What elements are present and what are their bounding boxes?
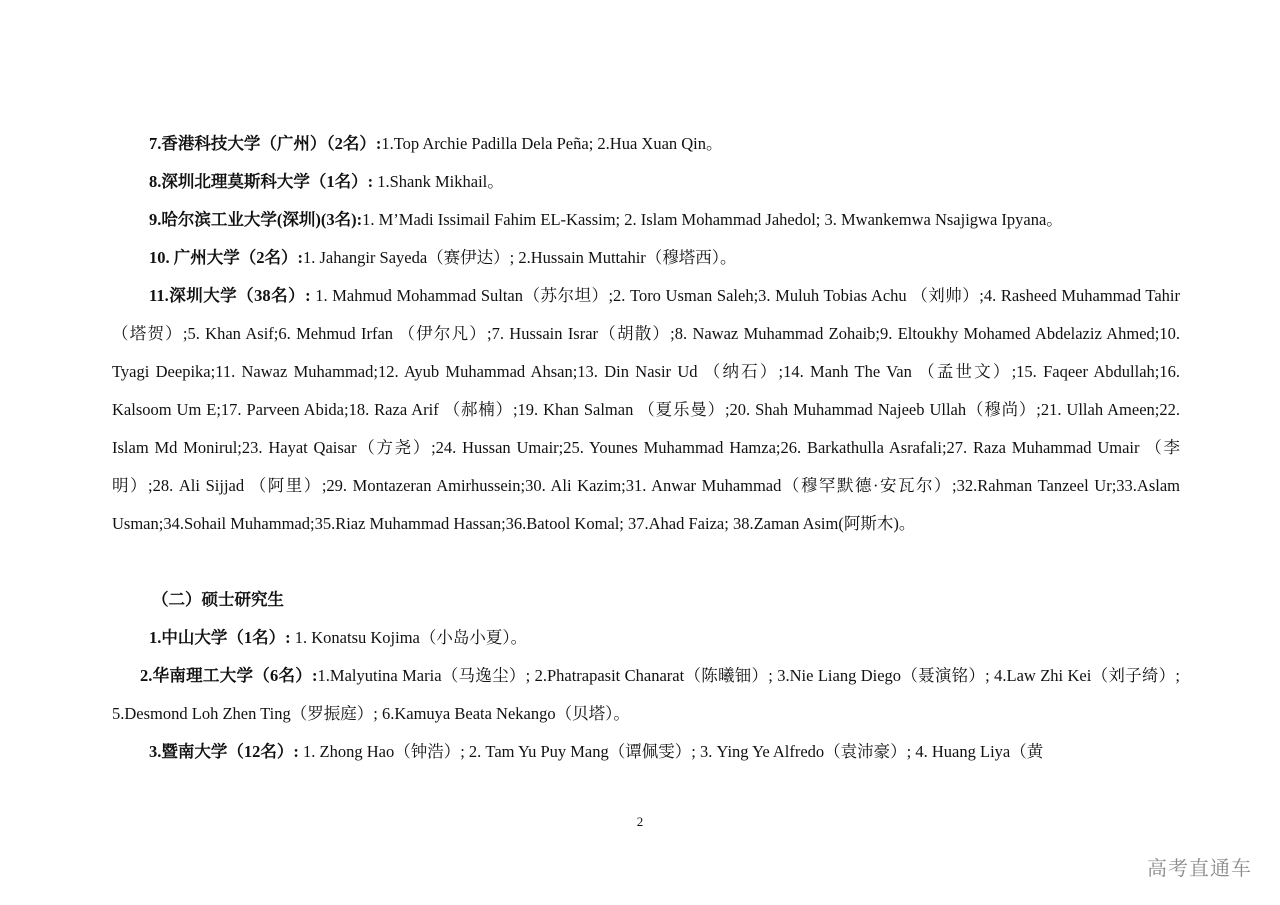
paragraph-hkust-gz: [112, 125, 1180, 163]
paragraph-heading: 1.中山大学（1名）:: [149, 628, 291, 647]
paragraph-body: 1.Shank Mikhail。: [373, 172, 504, 191]
paragraph-hit-sz: [112, 201, 1180, 239]
paragraph-scut: [112, 657, 1180, 733]
section-heading-masters: [112, 581, 1180, 619]
paragraph-body: 1.Top Archie Padilla Dela Peña; 2.Hua Xuan Qin。: [381, 134, 723, 153]
paragraph-sysu: [112, 619, 1180, 657]
paragraph-gzhu: [112, 239, 1180, 277]
paragraph-szu: [112, 277, 1180, 543]
paragraph-body: 1. Konatsu Kojima（小岛小夏）。: [290, 628, 528, 647]
watermark: 高考直通车: [1147, 856, 1252, 880]
paragraph-body: 1. Mahmud Mohammad Sultan（苏尔坦）;2. Toro Usman Saleh;3. Muluh Tobias Achu （刘帅）;4. Rasheed Muhammad Tahir （塔贺）;5. Khan Asif;6. Mehmud Irfan （伊尔凡）;7. Hussain Israr（胡散）;8. Nawaz Muhammad Zohaib;9. Eltoukhy Mohamed Abdelaziz Ahmed;10. Tyagi Deepika;11. Nawaz Muhammad;12. Ayub Muhammad Ahsan;13. Din Nasir Ud （纳石）;14. Manh The Van （孟世文）;15. Faqeer Abdullah;16. Kalsoom Um E;17. Parveen Abida;18. Raza Arif （郝楠）;19. Khan Salman （夏乐曼）;20. Shah Muhammad Najeeb Ullah（穆尚）;21. Ullah Ameen;22. Islam Md Monirul;23. Hayat Qaisar（方尧）;24. Hussan Umair;25. Younes Muhammad Hamza;26. Barkathulla Asrafali;27. Raza Muhammad Umair （李明）;28. Ali Sijjad （阿里）;29. Montazeran Amirhussein;30. Ali Kazim;31. Anwar Muhammad（穆罕默德·安瓦尔）;32.Rahman Tanzeel Ur;33.Aslam Usman;34.Sohail Muhammad;35.Riaz Muhammad Hassan;36.Batool Komal; 37.Ahad Faiza; 38.Zaman Asim(阿斯木)。: [112, 286, 1180, 533]
paragraph-heading: 11.深圳大学（38名）:: [149, 286, 311, 305]
page-number: 2: [636, 814, 644, 829]
paragraph-body: 1.Malyutina Maria（马逸尘）; 2.Phatrapasit Chanarat（陈曦钿）; 3.Nie Liang Diego（聂演铭）; 4.Law Zhi Kei（刘子绮）; 5.Desmond Loh Zhen Ting（罗振庭）; 6.Kamuya Beata Nekango（贝塔）。: [112, 666, 1180, 723]
paragraph-heading: 8.深圳北理莫斯科大学（1名）:: [149, 172, 374, 191]
paragraph-body: 1. M’Madi Issimail Fahim EL-Kassim; 2. Islam Mohammad Jahedol; 3. Mwankemwa Nsajigwa Ipyana。: [362, 210, 1063, 229]
paragraph-body: 1. Jahangir Sayeda（赛伊达）; 2.Hussain Muttahir（穆塔西）。: [303, 248, 737, 267]
paragraph-heading: 9.哈尔滨工业大学(深圳)(3名):: [149, 210, 363, 229]
paragraph-heading: 7.香港科技大学（广州）（2名）:: [149, 134, 382, 153]
paragraph-smbu: [112, 163, 1180, 201]
paragraph-heading: 2.华南理工大学（6名）:: [140, 666, 318, 685]
paragraph-body: 1. Zhong Hao（钟浩）; 2. Tam Yu Puy Mang（谭佩雯）; 3. Ying Ye Alfredo（袁沛豪）; 4. Huang Liya（黄: [298, 742, 1044, 761]
paragraph-heading: 3.暨南大学（12名）:: [149, 742, 299, 761]
section-heading-text: （二）硕士研究生: [152, 590, 284, 609]
paragraph-jnu: [112, 733, 1180, 771]
paragraph-heading: 10. 广州大学（2名）:: [149, 248, 303, 267]
